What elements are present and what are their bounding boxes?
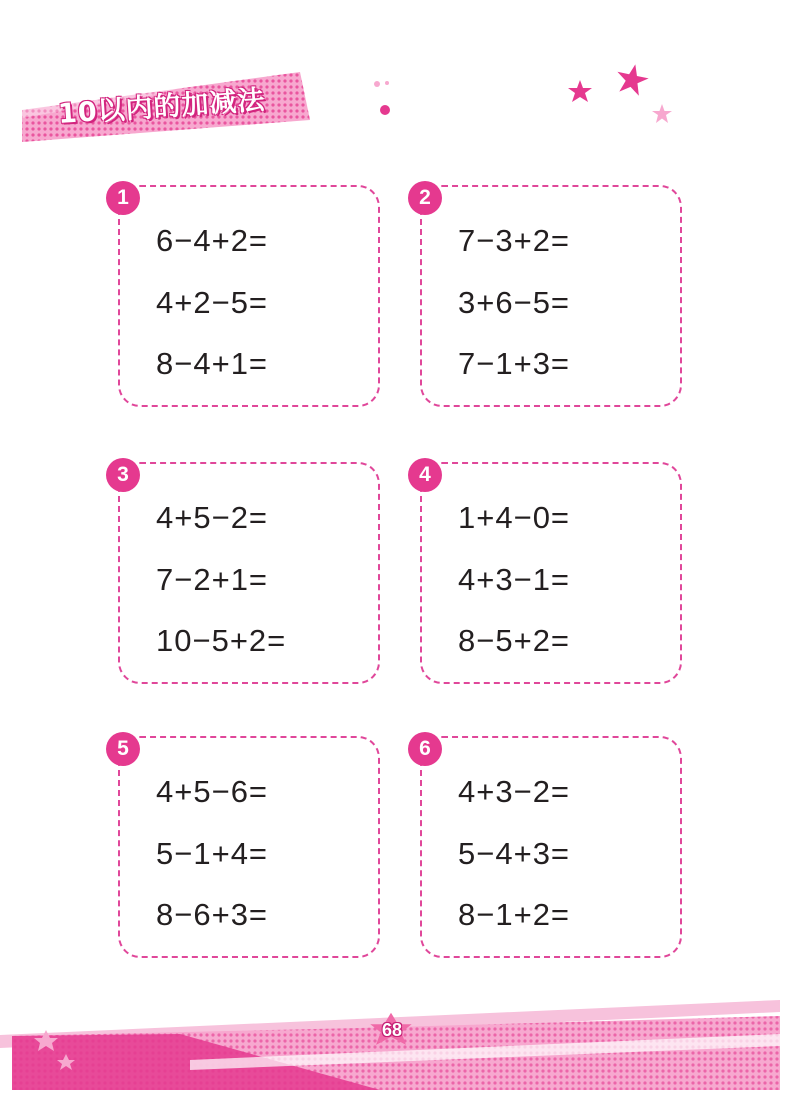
problem-box: [420, 736, 682, 958]
equation: 4+2−5=: [156, 285, 269, 320]
problem-number-badge: 3: [106, 458, 140, 492]
equation: 4+5−2=: [156, 500, 269, 535]
equation: 6−4+2=: [156, 223, 269, 258]
equation: 4+3−2=: [458, 774, 571, 809]
equation: 3+6−5=: [458, 285, 571, 320]
problem-number-badge: 6: [408, 732, 442, 766]
footer-banner: [0, 990, 800, 1105]
equation: 8−5+2=: [458, 623, 571, 658]
equation: 7−3+2=: [458, 223, 571, 258]
equation: 10−5+2=: [156, 623, 287, 658]
problem-box: [118, 185, 380, 407]
problem-box: [420, 462, 682, 684]
problem-number-badge: 1: [106, 181, 140, 215]
equation: 5−1+4=: [156, 836, 269, 871]
problem-number-badge: 5: [106, 732, 140, 766]
page-number: 68: [381, 1020, 403, 1040]
problem-box: [118, 462, 380, 684]
equation: 8−1+2=: [458, 897, 571, 932]
equation: 4+3−1=: [458, 562, 571, 597]
equation: 5−4+3=: [458, 836, 571, 871]
equation: 7−2+1=: [156, 562, 269, 597]
star-icon: [614, 62, 650, 98]
page-title: 10以内的加减法: [57, 84, 267, 130]
problem-box: [420, 185, 682, 407]
star-icon: [650, 102, 674, 126]
problem-number-badge: 4: [408, 458, 442, 492]
equation: 4+5−6=: [156, 774, 269, 809]
equation: 1+4−0=: [458, 500, 571, 535]
problem-box: [118, 736, 380, 958]
equation: 8−6+3=: [156, 897, 269, 932]
problem-number-badge: 2: [408, 181, 442, 215]
decorative-dots: [365, 70, 405, 120]
star-icon: [566, 78, 594, 106]
equation: 7−1+3=: [458, 346, 571, 381]
equation: 8−4+1=: [156, 346, 269, 381]
